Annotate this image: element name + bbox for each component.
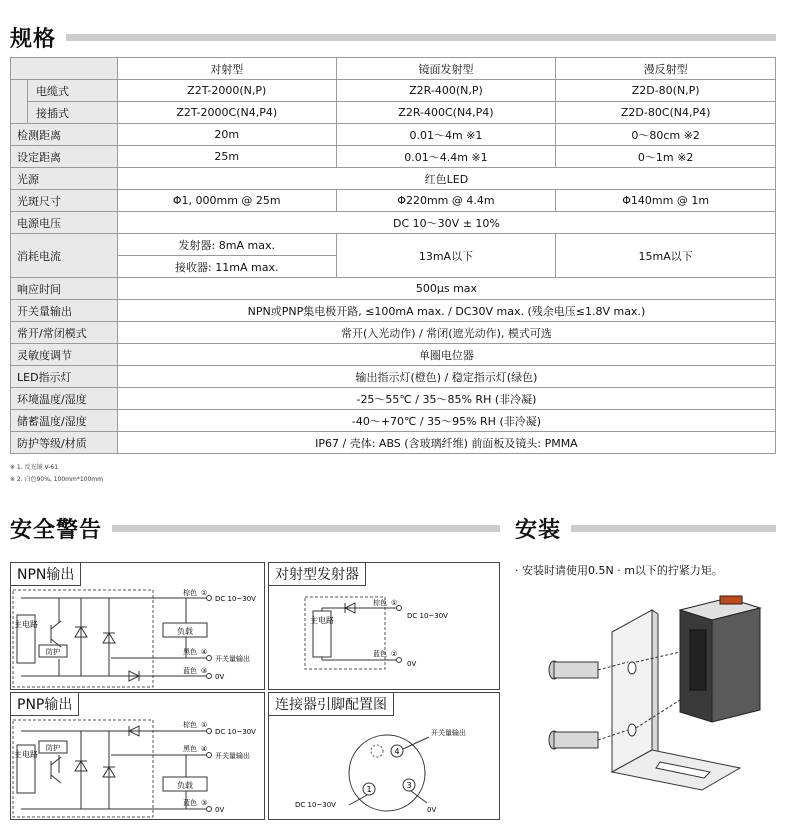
dc-label: DC 10~30V [215, 728, 256, 736]
table-row [11, 344, 776, 366]
protect-label: 防护 [46, 744, 60, 752]
spec-section-title [10, 22, 776, 53]
row-label: 消耗电流 [11, 234, 118, 278]
table-row [11, 58, 776, 80]
table-cell: Z2R-400(N,P) [336, 80, 556, 102]
table-cell: 红色LED [117, 168, 775, 190]
footnote: ※ 2. 白色90%, 100mm*100mm [10, 476, 104, 483]
table-row [11, 102, 776, 124]
table-cell: Z2R-400C(N4,P4) [336, 102, 556, 124]
row-label: 开关量输出 [11, 300, 118, 322]
column-header: 镜面发射型 [336, 58, 556, 80]
table-cell: 单圈电位器 [117, 344, 775, 366]
brown-wire-label: 棕色 [183, 589, 197, 597]
black-wire-label: 黑色 [183, 745, 197, 753]
table-cell: IP67 / 壳体: ABS (含玻璃纤维) 前面板及镜头: PMMA [117, 432, 775, 454]
table-cell: -25～55℃ / 35～85% RH (非冷凝) [117, 388, 775, 410]
row-label: 电源电压 [11, 212, 118, 234]
table-cell: -40～+70℃ / 35～95% RH (非冷凝) [117, 410, 775, 432]
main-circuit-label: 主电路 [14, 620, 38, 629]
connector-pin-diagram [269, 693, 499, 819]
title-divider [571, 525, 776, 532]
table-cell: 15mA以下 [556, 234, 776, 278]
dc-label: DC 10~30V [215, 595, 256, 603]
main-circuit-label: 主电路 [310, 616, 334, 625]
row-label: 电缆式 [27, 80, 117, 102]
npn-circuit-diagram [11, 563, 264, 689]
install-section-title [515, 513, 776, 544]
brown-wire-label: 棕色 [373, 599, 387, 607]
pin1-label: ① [201, 721, 208, 729]
zero-volt-label: 0V [215, 673, 225, 681]
table-cell: 常开(入光动作) / 常闭(遮光动作), 模式可选 [117, 322, 775, 344]
emitter-circuit-diagram [269, 563, 499, 689]
table-row [11, 366, 776, 388]
table-row [11, 410, 776, 432]
table-cell: 25m [117, 146, 336, 168]
table-cell: 0～80cm ※2 [556, 124, 776, 146]
protect-label: 防护 [46, 648, 60, 656]
connector-title: 连接器引脚配置图 [269, 693, 394, 716]
row-label: 光源 [11, 168, 118, 190]
table-cell: 发射器: 8mA max. [117, 234, 336, 256]
table-row [11, 190, 776, 212]
main-circuit-label: 主电路 [14, 750, 38, 759]
table-cell: 0～1m ※2 [556, 146, 776, 168]
table-cell: Φ1, 000mm @ 25m [117, 190, 336, 212]
table-row [11, 322, 776, 344]
row-label: 检测距离 [11, 124, 118, 146]
table-row [11, 388, 776, 410]
zero-volt-label: 0V [215, 806, 225, 814]
safety-title: 安全警告 [10, 518, 103, 543]
column-header: 对射型 [117, 58, 336, 80]
table-cell: Z2T-2000C(N4,P4) [117, 102, 336, 124]
spec-title: 规格 [10, 27, 57, 52]
zero-volt-label: 0V [427, 806, 437, 814]
emitter-title: 对射型发射器 [269, 563, 366, 586]
footnotes [10, 462, 103, 486]
table-row [11, 146, 776, 168]
blue-wire-label: 蓝色 [183, 799, 197, 807]
npn-title: NPN输出 [11, 563, 81, 586]
table-cell: 0.01～4.4m ※1 [336, 146, 556, 168]
header-blank-cell [11, 58, 118, 80]
install-title: 安装 [515, 518, 562, 543]
table-row [11, 432, 776, 454]
npn-panel [10, 562, 265, 690]
table-row [11, 168, 776, 190]
model-row-indent [11, 80, 28, 124]
pin1-number: 1 [366, 785, 372, 794]
brown-wire-label: 棕色 [183, 721, 197, 729]
row-label: 环境温度/湿度 [11, 388, 118, 410]
title-divider [66, 34, 776, 41]
footnote: ※ 1. 反光镜 V-61 [10, 464, 59, 471]
switch-output-label: 开关量输出 [215, 752, 250, 760]
pin2-label: ② [391, 650, 398, 658]
table-cell: 500μs max [117, 278, 775, 300]
table-row [11, 124, 776, 146]
pin4-label: ④ [201, 745, 208, 753]
pin4-label: ④ [201, 648, 208, 656]
table-cell: 接收器: 11mA max. [117, 256, 336, 278]
pin3-label: ③ [201, 667, 208, 675]
sensor-mounting-illustration [520, 590, 780, 800]
row-label: 光斑尺寸 [11, 190, 118, 212]
title-divider [112, 525, 500, 532]
row-label: LED指示灯 [11, 366, 118, 388]
row-label: 设定距离 [11, 146, 118, 168]
table-cell: Z2T-2000(N,P) [117, 80, 336, 102]
table-row [11, 300, 776, 322]
table-cell: NPN或PNP集电极开路, ≤100mA max. / DC30V max. (残余电压≤1.8V max.) [117, 300, 775, 322]
black-wire-label: 黑色 [183, 648, 197, 656]
load-label: 负载 [177, 781, 193, 790]
column-header: 漫反射型 [556, 58, 776, 80]
blue-wire-label: 蓝色 [183, 667, 197, 675]
zero-volt-label: 0V [407, 660, 417, 668]
pin3-number: 3 [406, 781, 412, 790]
table-cell: 0.01～4m ※1 [336, 124, 556, 146]
row-label: 常开/常闭模式 [11, 322, 118, 344]
install-note: · 安装时请使用0.5N · m以下的拧紧力矩。 [515, 564, 723, 577]
table-cell: Z2D-80C(N4,P4) [556, 102, 776, 124]
emitter-panel [268, 562, 500, 690]
pnp-panel [10, 692, 265, 820]
table-cell: 13mA以下 [336, 234, 556, 278]
row-label: 接插式 [27, 102, 117, 124]
table-cell: Φ220mm @ 4.4m [336, 190, 556, 212]
row-label: 响应时间 [11, 278, 118, 300]
load-label: 负载 [177, 627, 193, 636]
row-label: 灵敏度调节 [11, 344, 118, 366]
table-cell: Φ140mm @ 1m [556, 190, 776, 212]
pnp-title: PNP输出 [11, 693, 79, 716]
switch-output-label: 开关量输出 [431, 729, 466, 737]
table-cell: Z2D-80(N,P) [556, 80, 776, 102]
row-label: 储蓄温度/湿度 [11, 410, 118, 432]
connector-panel [268, 692, 500, 820]
dc-label: DC 10~30V [295, 801, 336, 809]
table-row [11, 80, 776, 102]
pin3-label: ③ [201, 799, 208, 807]
table-row [11, 212, 776, 234]
pnp-circuit-diagram [11, 693, 264, 819]
table-cell: DC 10～30V ± 10% [117, 212, 775, 234]
safety-section-title [10, 513, 500, 544]
table-cell: 输出指示灯(橙色) / 稳定指示灯(绿色) [117, 366, 775, 388]
spec-table [10, 57, 776, 454]
pin1-label: ① [201, 589, 208, 597]
switch-output-label: 开关量输出 [215, 655, 250, 663]
table-row [11, 278, 776, 300]
table-row [11, 234, 776, 256]
row-label: 防护等级/材质 [11, 432, 118, 454]
table-cell: 20m [117, 124, 336, 146]
pin4-number: 4 [394, 747, 400, 756]
pin1-label: ① [391, 599, 398, 607]
dc-label: DC 10~30V [407, 612, 448, 620]
blue-wire-label: 蓝色 [373, 650, 387, 658]
